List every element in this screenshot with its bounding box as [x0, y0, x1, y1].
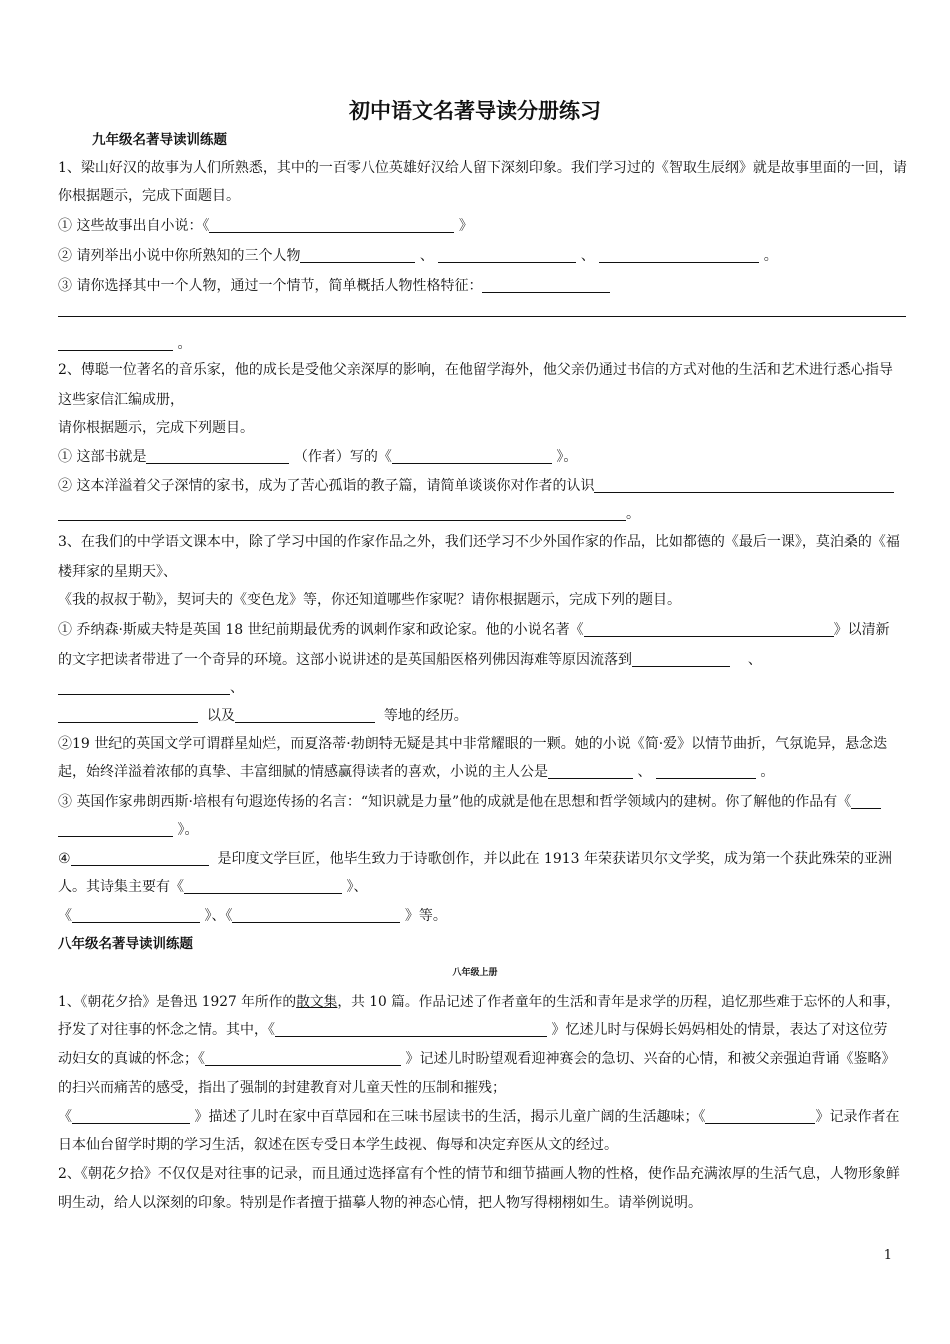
- q3-item-4: ④ 是印度文学巨匠，他毕生致力于诗歌创作，并以此在 1913 年荣获诺贝尔文学奖，成为第一个获此殊荣的亚洲: [58, 851, 892, 867]
- q3-text-3: 《我的叔叔于勒》，契诃夫的《变色龙》等，你还知道哪些作家呢？请你根据题示，完成下列的题目。: [58, 592, 681, 608]
- blank[interactable]: [58, 301, 906, 317]
- q3-item-1-cont: 的文字把读者带进了一个奇异的环境。这部小说讲述的是英国船医格列佛因海难等原因流落到 、: [58, 652, 762, 668]
- q4-text-5: 《 》描述了儿时在家中百草园和在三味书屋读书的生活，揭示儿童广阔的生活趣味；《 》记录作者在: [58, 1109, 900, 1125]
- q5-text: 2、《朝花夕拾》不仅仅是对往事的记录，而且通过选择富有个性的情节和细节描画人物的性格，使作品充满浓厚的生活气息，人物形象鲜: [58, 1166, 900, 1182]
- q3-item-3: ③ 英国作家弗朗西斯·培根有句遐迩传扬的名言：“知识就是力量”他的成就是他在思想和哲学领域内的建树。你了解他的作品有《: [58, 792, 881, 812]
- q3-text-2: 楼拜家的星期天》、: [58, 564, 177, 580]
- q4-text-3: 动妇女的真诚的怀念；《 》记述儿时盼望观看迎神赛会的急切、兴奋的心情，和被父亲强迫背诵《鉴略》: [58, 1051, 896, 1067]
- blank[interactable]: [146, 448, 289, 464]
- blank[interactable]: [300, 247, 415, 263]
- q3-item-4-end: 《 》、《 》等。: [58, 908, 447, 924]
- blank[interactable]: [482, 277, 610, 293]
- q1-item-3: ③ 请你选择其中一个人物，通过一个情节，简单概括人物性格特征：: [58, 276, 610, 296]
- q1-item-1: ① 这些故事出自小说：《 》: [58, 218, 473, 234]
- q4-text-2: 抒发了对往事的怀念之情。其中，《 》忆述儿时与保姆长妈妈相处的情景，表达了对这位劳: [58, 1022, 888, 1038]
- blank[interactable]: [232, 907, 400, 923]
- q2-text-3: 请你根据题示，完成下列题目。: [58, 420, 254, 436]
- q3-item-3-end: 》。: [58, 820, 198, 840]
- blank[interactable]: [184, 878, 342, 894]
- q4-text-4: 的扫兴而痛苦的感受，指出了强制的封建教育对儿童天性的压制和摧残；: [58, 1080, 506, 1096]
- blank[interactable]: [58, 679, 230, 695]
- blank[interactable]: [438, 247, 576, 263]
- q1-answer-end: 。: [58, 334, 191, 354]
- q3-item-2: ②19 世纪的英国文学可谓群星灿烂，而夏洛蒂·勃朗特无疑是其中非常耀眼的一颗。她的小说《简·爱》以情节曲折，气氛诡异，悬念迭: [58, 736, 888, 752]
- subsection-heading: 八年级上册: [452, 968, 498, 978]
- q4-text-6: 日本仙台留学时期的学习生活，叙述在医专受日本学生歧视、侮辱和决定弃医从文的经过。: [58, 1137, 618, 1153]
- q3-item-1-end: 以及 等地的经历。: [58, 706, 468, 726]
- blank[interactable]: [72, 907, 200, 923]
- q3-item-2-cont: 起，始终洋溢着浓郁的真挚、丰富细腻的情感赢得读者的喜欢，小说的主人公是 、 。: [58, 764, 775, 780]
- q5-text-2: 明生动，给人以深刻的印象。特别是作者擅于描摹人物的神态心情，把人物写得栩栩如生。请举例说明。: [58, 1195, 702, 1211]
- page-number: 1: [883, 1248, 892, 1263]
- q3-item-1: ① 乔纳森·斯威夫特是英国 18 世纪前期最优秀的讽刺作家和政论家。他的小说名著《 》以清新: [58, 622, 890, 638]
- q1-item-2: ② 请列举出小说中你所熟知的三个人物 、 、 。: [58, 248, 778, 264]
- q1-answer-line: [58, 300, 906, 320]
- blank[interactable]: [58, 505, 626, 521]
- blank[interactable]: [599, 247, 759, 263]
- blank[interactable]: [632, 651, 730, 667]
- q2-item-1: ① 这部书就是 （作者）写的《 》。: [58, 449, 578, 465]
- blank[interactable]: [71, 850, 209, 866]
- blank[interactable]: [275, 1021, 547, 1037]
- blank[interactable]: [656, 763, 756, 779]
- blank[interactable]: [705, 1108, 815, 1124]
- blank[interactable]: [72, 1108, 190, 1124]
- q2-item-2: ② 这本洋溢着父子深情的家书，成为了苦心孤诣的教子篇，请简单谈谈你对作者的认识: [58, 476, 894, 496]
- q3-text: 3、在我们的中学语文课本中，除了学习中国的作家作品之外，我们还学习不少外国作家的作品，比如都德的《最后一课》，莫泊桑的《福: [58, 534, 900, 550]
- page-title: 初中语文名著导读分册练习: [349, 99, 601, 123]
- q3-item-4-cont: 人。其诗集主要有《 》、: [58, 879, 368, 895]
- blank[interactable]: [548, 763, 633, 779]
- q4-text: 1、《朝花夕拾》是鲁迅 1927 年所作的散文集，共 10 篇。作品记述了作者童年的生活和青年是求学的历程，追忆那些难于忘怀的人和事，: [58, 994, 900, 1010]
- blank[interactable]: [58, 707, 198, 723]
- section-heading-grade9: 九年级名著导读训练题: [92, 132, 227, 148]
- blank[interactable]: [584, 621, 834, 637]
- blank[interactable]: [58, 821, 173, 837]
- q1-text-2: 你根据题示，完成下面题目。: [58, 188, 240, 204]
- q3-item-1-blank: 、: [58, 678, 244, 698]
- q1-text: 1、梁山好汉的故事为人们所熟悉，其中的一百零八位英雄好汉给人留下深刻印象。我们学习过的《智取生辰纲》就是故事里面的一回，请: [58, 160, 907, 176]
- blank[interactable]: [594, 477, 894, 493]
- blank[interactable]: [392, 448, 552, 464]
- q2-text-2: 这些家信汇编成册，: [58, 392, 184, 408]
- section-heading-grade8: 八年级名著导读训练题: [58, 936, 193, 952]
- blank[interactable]: [209, 217, 454, 233]
- blank[interactable]: [235, 707, 375, 723]
- q2-text: 2、傅聪一位著名的音乐家，他的成长是受他父亲深厚的影响，在他留学海外，他父亲仍通过书信的方式对他的生活和艺术进行悉心指导: [58, 362, 893, 378]
- blank[interactable]: [205, 1050, 401, 1066]
- q2-answer-line: 。: [58, 504, 640, 524]
- blank[interactable]: [851, 793, 881, 809]
- blank[interactable]: [58, 335, 173, 351]
